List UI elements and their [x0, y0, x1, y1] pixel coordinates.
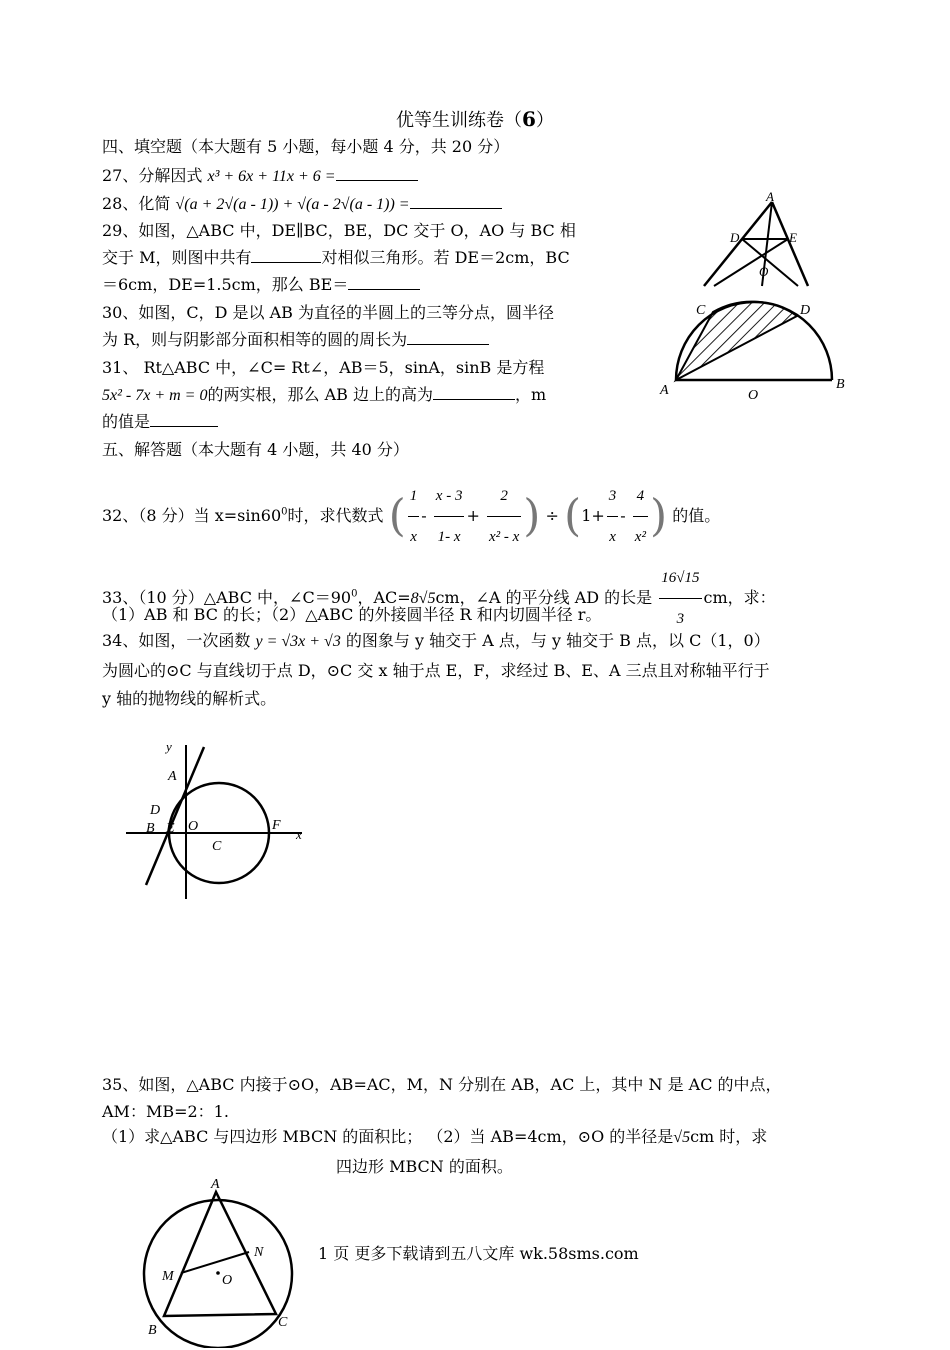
question-31-line-3: 的值是 — [102, 411, 218, 433]
label-o: O — [188, 819, 199, 834]
question-34-line-1: 34、如图，一次函数 y = √3x + √3 的图象与 y 轴交于 A 点，与 y 轴交于 B 点，以 C（1，0） — [102, 631, 770, 650]
label-x: x — [296, 827, 302, 842]
question-29-line-2: 交于 M，则图中共有 对相似三角形。若 DE＝2cm，BC — [102, 248, 570, 267]
label-a: A — [211, 1177, 220, 1192]
label-c: C — [212, 839, 222, 854]
figure-q30 — [656, 296, 856, 404]
label-n: N — [254, 1245, 264, 1260]
question-30-line-2: 为 R，则与阴影部分面积相等的圆的周长为 — [102, 329, 489, 351]
question-28: 28、化简 √(a + 2√(a - 1)) + √(a - 2√(a - 1)) = — [102, 193, 502, 216]
label-d: D — [730, 230, 740, 245]
section-5-heading: 五、解答题（本大题有 4 小题，共 40 分） — [102, 440, 409, 459]
label-y: y — [166, 739, 172, 754]
question-31-line-1: 31、 Rt△ABC 中，∠C= Rt∠，AB＝5，sinA，sinB 是方程 — [102, 358, 545, 377]
question-29-line-3: ＝6cm，DE=1.5cm，那么 BE＝ — [102, 274, 420, 296]
label-b: B — [146, 821, 155, 836]
label-m: M — [162, 1269, 174, 1284]
label-o: O — [759, 264, 769, 279]
label-a: A — [660, 383, 669, 398]
question-33-line-2: （1）AB 和 BC 的长；（2）△ABC 的外接圆半径 R 和内切圆半径 r。 — [102, 605, 602, 624]
label-a: A — [168, 769, 177, 784]
question-35-line-1: 35、如图，△ABC 内接于⊙O，AB=AC，M，N 分别在 AB，AC 上，其中 N 是 AC 的中点， — [102, 1075, 782, 1094]
question-29-line-1: 29、如图，△ABC 中，DE∥BC，BE，DC 交于 O，AO 与 BC 相 — [102, 221, 576, 240]
label-d: D — [800, 303, 811, 318]
page-footer: 1 页 更多下载请到五八文库 wk.58sms.com — [318, 1244, 639, 1263]
section-4-heading: 四、填空题（本大题有 5 小题，每小题 4 分，共 20 分） — [102, 137, 510, 156]
center-dot — [216, 1271, 220, 1275]
figure-q35 — [140, 1172, 320, 1348]
label-e: E — [789, 230, 797, 245]
label-o: O — [222, 1273, 233, 1288]
question-33-line-1: 33、（10 分）△ABC 中，$\angle C=90^0$，AC=8√5cm，∠A 的平分线 AD 的长是 $\frac{16√15}{3}$ cm，求： — [102, 558, 776, 639]
label-f: F — [272, 818, 281, 833]
label-d: D — [150, 803, 161, 818]
question-31-line-2: 5x² - 7x + m = 0的两实根，那么 AB 边上的高为 ，m — [102, 385, 547, 404]
figure-q34 — [120, 735, 320, 905]
page-title: 优等生训练卷（6） — [396, 107, 554, 131]
question-27: 27、分解因式 x³ + 6x + 11x + 6 = — [102, 165, 418, 188]
label-b: B — [836, 377, 845, 392]
label-a: A — [766, 192, 774, 204]
label-c: C — [696, 303, 706, 318]
question-35-line-3: （1）求△ABC 与四边形 MBCN 的面积比； （2）当 AB=4cm，⊙O 的半径是√5cm 时，求 — [102, 1127, 768, 1146]
question-34-line-2: 为圆心的⊙C 与直线切于点 D，⊙C 交 x 轴于点 E，F，求经过 B、E、A 三点且对称轴平行于 — [102, 661, 770, 680]
shaded-region — [676, 302, 797, 380]
label-b: B — [148, 1323, 157, 1338]
question-32: 32、（8 分）当 $x=\sin 60^0$时，求代数式 ( $\frac{1}{x}$ - $\frac{x - 3}{1- x}$ + $\frac{2}{\text{x² - x}}$ ) ÷ (1+ $\frac{3}{x}$ - $\frac{4}{\text{x²}}$ ) 的值。 — [102, 476, 720, 557]
label-e: E — [166, 821, 175, 836]
segment-mn — [181, 1252, 249, 1273]
question-35-line-4: 四边形 MBCN 的面积。 — [336, 1157, 513, 1176]
question-30-line-1: 30、如图，C，D 是以 AB 为直径的半圆上的三等分点，圆半径 — [102, 303, 555, 322]
label-o: O — [748, 388, 759, 403]
label-c: C — [278, 1315, 288, 1330]
question-34-line-3: y 轴的抛物线的解析式。 — [102, 689, 277, 708]
figure-q29 — [698, 192, 816, 288]
question-35-line-2: AM：MB=2：1. — [102, 1102, 229, 1121]
